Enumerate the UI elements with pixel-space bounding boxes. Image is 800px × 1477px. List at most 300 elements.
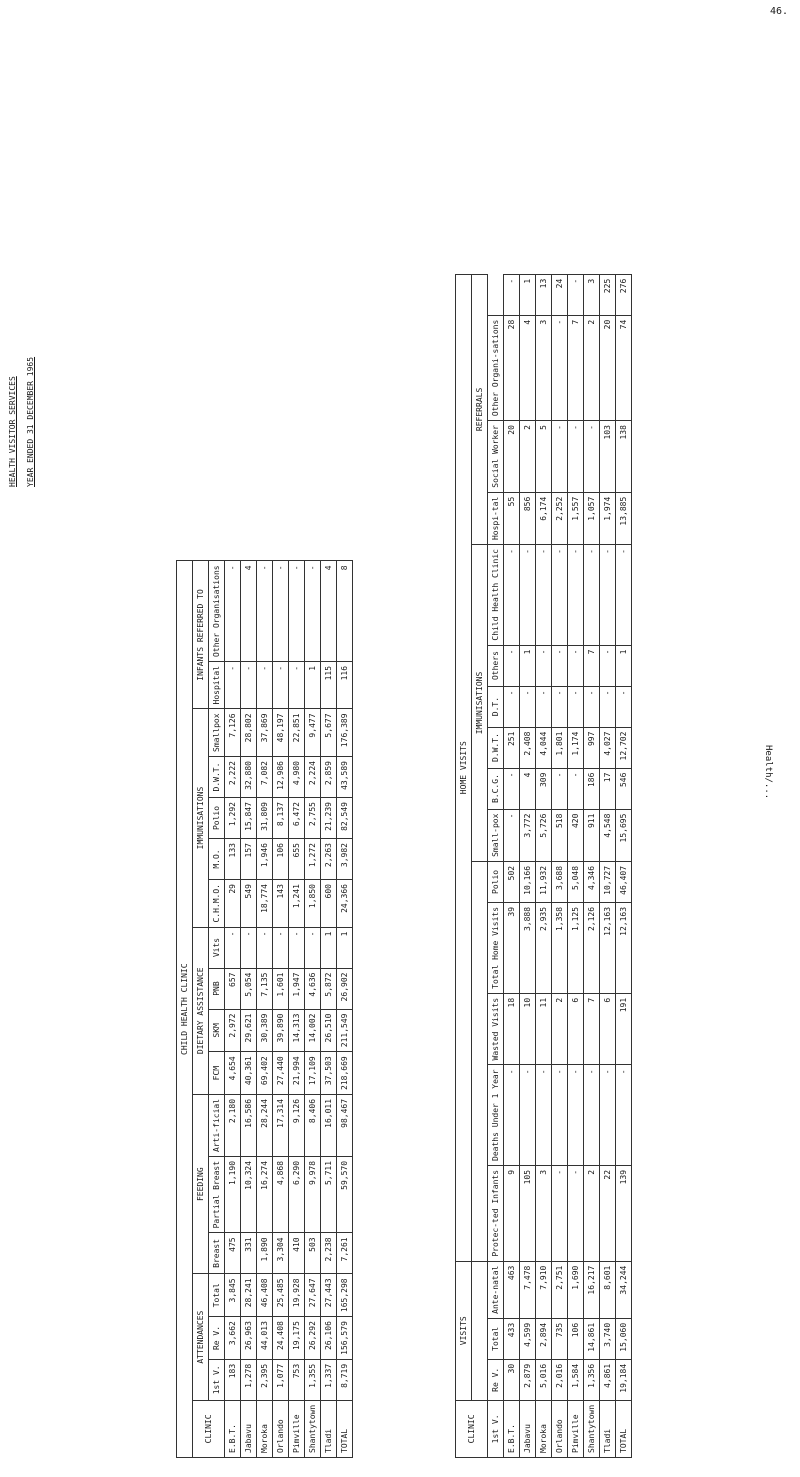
table-cell: 1 bbox=[305, 661, 321, 709]
column-header-polio: Polio bbox=[209, 798, 225, 839]
table-cell: 29 bbox=[225, 880, 241, 928]
clinic-name: Pimville bbox=[289, 1400, 305, 1457]
table-cell: 5,048 bbox=[568, 861, 584, 902]
clinic-name: Tladi bbox=[321, 1400, 337, 1457]
column-header-other-organisations: Other Organisations bbox=[209, 561, 225, 662]
clinic-name: Moroka bbox=[536, 1400, 552, 1457]
table-cell: 420 bbox=[568, 809, 584, 861]
table-cell: 3,845 bbox=[225, 1274, 241, 1317]
table-cell: 11,932 bbox=[536, 861, 552, 902]
table-cell: 12,163 bbox=[600, 902, 616, 993]
table-cell: 39,890 bbox=[273, 1009, 289, 1052]
table-cell: 20 bbox=[600, 315, 616, 420]
table-cell: 28,244 bbox=[257, 1094, 273, 1156]
table-cell: 46,408 bbox=[257, 1274, 273, 1317]
table-cell: 37,503 bbox=[321, 1052, 337, 1095]
table-body bbox=[225, 561, 353, 1458]
table-cell: 2 bbox=[584, 315, 600, 420]
table-cell: 1 bbox=[321, 927, 337, 968]
table-cell: - bbox=[568, 686, 584, 727]
table-cell: 17 bbox=[600, 768, 616, 809]
table-cell: 18 bbox=[504, 993, 520, 1065]
table-row bbox=[568, 274, 584, 1457]
total-cell: 165,298 bbox=[337, 1274, 353, 1317]
table-cell: - bbox=[552, 1065, 568, 1166]
table-cell: 7,126 bbox=[225, 709, 241, 757]
table-cell: 3,740 bbox=[600, 1318, 616, 1359]
table-row bbox=[552, 274, 568, 1457]
table-cell: 28 bbox=[504, 315, 520, 420]
clinic-name: E.B.T. bbox=[225, 1400, 241, 1457]
table-cell: 29,621 bbox=[241, 1009, 257, 1052]
table-cell: 3 bbox=[536, 315, 552, 420]
table-cell: 4,599 bbox=[520, 1318, 536, 1359]
table-cell: 186 bbox=[584, 768, 600, 809]
table-cell: - bbox=[289, 561, 305, 662]
total-cell: 116 bbox=[337, 661, 353, 709]
table-cell: 1,292 bbox=[225, 798, 241, 839]
total-cell: 24,366 bbox=[337, 880, 353, 928]
table-cell: 20 bbox=[504, 421, 520, 493]
table-cell: 856 bbox=[520, 492, 536, 544]
table-cell: - bbox=[568, 545, 584, 646]
table-cell: 2,126 bbox=[584, 902, 600, 993]
total-cell: 15,695 bbox=[616, 809, 632, 861]
table-cell: 518 bbox=[552, 809, 568, 861]
table-cell: 10,324 bbox=[241, 1156, 257, 1232]
table-cell: 10,166 bbox=[520, 861, 536, 902]
total-cell: - bbox=[616, 1065, 632, 1166]
table-cell: 11 bbox=[536, 993, 552, 1065]
clinic-name: Tladi bbox=[600, 1400, 616, 1457]
column-header-re-v: Re V. bbox=[488, 1359, 504, 1400]
column-header-smallpox: Smallpox bbox=[209, 709, 225, 757]
table-cell: - bbox=[552, 686, 568, 727]
home-visits-table bbox=[455, 274, 632, 1458]
table-cell: 5,711 bbox=[321, 1156, 337, 1232]
total-cell: 7,261 bbox=[337, 1233, 353, 1274]
table-cell: 735 bbox=[552, 1318, 568, 1359]
table-cell: 503 bbox=[305, 1233, 321, 1274]
table-cell: 16,274 bbox=[257, 1156, 273, 1232]
table-cell: - bbox=[305, 927, 321, 968]
table-cell: 6 bbox=[600, 993, 616, 1065]
table-cell: 1,974 bbox=[600, 492, 616, 544]
table-cell: 2,894 bbox=[536, 1318, 552, 1359]
table-cell: 40,361 bbox=[241, 1052, 257, 1095]
total-cell: 34,244 bbox=[616, 1261, 632, 1318]
table-cell: 21,239 bbox=[321, 798, 337, 839]
clinic-name: Shantytown bbox=[584, 1400, 600, 1457]
table-cell: - bbox=[504, 809, 520, 861]
total-cell: 82,549 bbox=[337, 798, 353, 839]
column-header-total: Total bbox=[209, 1274, 225, 1317]
column-header-deaths-under-1-year: Deaths Under 1 Year bbox=[488, 1065, 504, 1166]
group-header-home-visits: HOME VISITS bbox=[456, 274, 472, 1261]
table-cell: - bbox=[552, 421, 568, 493]
table-row bbox=[225, 561, 241, 1458]
table-cell: 1,890 bbox=[257, 1233, 273, 1274]
table-cell: 502 bbox=[504, 861, 520, 902]
table-cell: 1,241 bbox=[289, 880, 305, 928]
table-cell: 753 bbox=[289, 1359, 305, 1400]
table-row bbox=[520, 274, 536, 1457]
table-cell: 911 bbox=[584, 809, 600, 861]
table-cell: 4 bbox=[241, 561, 257, 662]
column-header-row bbox=[488, 274, 504, 1457]
column-header-fcm: FCM bbox=[209, 1052, 225, 1095]
table-cell: 3,688 bbox=[552, 861, 568, 902]
column-header-polio: Polio bbox=[488, 861, 504, 902]
home-visits-table-wrapper bbox=[455, 274, 632, 1458]
clinic-name: E.B.T. bbox=[504, 1400, 520, 1457]
total-cell: 46,407 bbox=[616, 861, 632, 902]
table-cell: 1,190 bbox=[225, 1156, 241, 1232]
table-cell: - bbox=[584, 1065, 600, 1166]
column-header-wasted-visits: Wasted Visits bbox=[488, 993, 504, 1065]
table-cell: 8,137 bbox=[273, 798, 289, 839]
table-cell: 1,850 bbox=[305, 880, 321, 928]
table-cell: - bbox=[273, 661, 289, 709]
table-cell: 48,197 bbox=[273, 709, 289, 757]
table-cell: 157 bbox=[241, 839, 257, 880]
table-cell: 5,726 bbox=[536, 809, 552, 861]
table-cell: 1,557 bbox=[568, 492, 584, 544]
total-cell: - bbox=[616, 545, 632, 646]
total-cell: 98,467 bbox=[337, 1094, 353, 1156]
table-cell: 309 bbox=[536, 768, 552, 809]
table-heading: CHILD HEALTH CLINIC bbox=[177, 561, 193, 1458]
table-cell: 1,946 bbox=[257, 839, 273, 880]
table-cell: 2,755 bbox=[305, 798, 321, 839]
table-cell: 44,013 bbox=[257, 1317, 273, 1360]
title-line-2: YEAR ENDED 31 DECEMBER 1965 bbox=[26, 356, 35, 487]
total-cell: 1 bbox=[616, 645, 632, 686]
column-header-pnb: PNB bbox=[209, 968, 225, 1009]
table-cell: - bbox=[289, 661, 305, 709]
column-header-d-w-t: D.W.T. bbox=[488, 727, 504, 768]
table-cell: 9,978 bbox=[305, 1156, 321, 1232]
table-cell: 55 bbox=[504, 492, 520, 544]
column-header-re-v: Re V. bbox=[209, 1317, 225, 1360]
table-cell: 9,126 bbox=[289, 1094, 305, 1156]
table-cell: 2 bbox=[552, 993, 568, 1065]
table-cell: 4,868 bbox=[273, 1156, 289, 1232]
table-row bbox=[289, 561, 305, 1458]
total-cell: - bbox=[616, 686, 632, 727]
table-cell: 8,601 bbox=[600, 1261, 616, 1318]
group-header-clinic: CLINIC bbox=[193, 1400, 225, 1457]
table-cell: 2,859 bbox=[321, 757, 337, 798]
total-cell: 191 bbox=[616, 993, 632, 1065]
table-cell: 2,252 bbox=[552, 492, 568, 544]
table-cell: 600 bbox=[321, 880, 337, 928]
table-cell: 2,879 bbox=[520, 1359, 536, 1400]
table-cell: - bbox=[552, 315, 568, 420]
table-cell: 2 bbox=[520, 421, 536, 493]
table-cell: 27,647 bbox=[305, 1274, 321, 1317]
table-cell: - bbox=[568, 768, 584, 809]
table-cell: 1,356 bbox=[584, 1359, 600, 1400]
column-header-m-o: M.O. bbox=[209, 839, 225, 880]
table-cell: 28,241 bbox=[241, 1274, 257, 1317]
table-cell: - bbox=[257, 561, 273, 662]
table-cell: 1 bbox=[520, 274, 536, 315]
table-cell: 21,994 bbox=[289, 1052, 305, 1095]
table-cell: 5 bbox=[536, 421, 552, 493]
table-cell: 16,011 bbox=[321, 1094, 337, 1156]
table-cell: 26,963 bbox=[241, 1317, 257, 1360]
table-cell: 4,044 bbox=[536, 727, 552, 768]
table-cell: - bbox=[504, 686, 520, 727]
total-label: TOTAL bbox=[337, 1400, 353, 1457]
table-cell: - bbox=[225, 661, 241, 709]
table-cell: - bbox=[536, 645, 552, 686]
table-cell: - bbox=[568, 274, 584, 315]
table-cell: 106 bbox=[273, 839, 289, 880]
group-header-referrals: REFERRALS bbox=[472, 274, 488, 544]
table-cell: 24 bbox=[552, 274, 568, 315]
table-cell: 10,727 bbox=[600, 861, 616, 902]
table-cell: 133 bbox=[225, 839, 241, 880]
total-cell: 138 bbox=[616, 421, 632, 493]
table-cell: 657 bbox=[225, 968, 241, 1009]
table-cell: 26,292 bbox=[305, 1317, 321, 1360]
table-cell: 1,358 bbox=[552, 902, 568, 993]
table-cell: - bbox=[584, 686, 600, 727]
table-cell: - bbox=[257, 661, 273, 709]
total-cell: 19,184 bbox=[616, 1359, 632, 1400]
column-header-child-health-clinic: Child Health Clinic bbox=[488, 545, 504, 646]
column-header-1st-v: 1st V. bbox=[488, 1400, 504, 1457]
table-cell: 7 bbox=[584, 645, 600, 686]
table-cell: 3,304 bbox=[273, 1233, 289, 1274]
table-cell: - bbox=[552, 1165, 568, 1261]
table-cell: - bbox=[289, 927, 305, 968]
table-cell: - bbox=[600, 645, 616, 686]
table-cell: - bbox=[600, 545, 616, 646]
table-cell: 17,314 bbox=[273, 1094, 289, 1156]
total-cell: 218,669 bbox=[337, 1052, 353, 1095]
table-cell: 7,478 bbox=[520, 1261, 536, 1318]
total-cell: 3,982 bbox=[337, 839, 353, 880]
table-cell: 3 bbox=[584, 274, 600, 315]
table-cell: 1,272 bbox=[305, 839, 321, 880]
total-cell: 26,902 bbox=[337, 968, 353, 1009]
table-cell: 4,980 bbox=[289, 757, 305, 798]
table-cell: 225 bbox=[600, 274, 616, 315]
column-header-total: Total bbox=[488, 1318, 504, 1359]
column-header-d-w-t: D.W.T. bbox=[209, 757, 225, 798]
total-cell: 156,579 bbox=[337, 1317, 353, 1360]
table-cell: 16,586 bbox=[241, 1094, 257, 1156]
table-cell: 27,440 bbox=[273, 1052, 289, 1095]
table-row bbox=[600, 274, 616, 1457]
table-cell: 410 bbox=[289, 1233, 305, 1274]
table-cell: 7,910 bbox=[536, 1261, 552, 1318]
clinic-name: Orlando bbox=[273, 1400, 289, 1457]
group-header-visits: VISITS bbox=[456, 1261, 472, 1400]
table-cell: 5,016 bbox=[536, 1359, 552, 1400]
table-cell: 2,222 bbox=[225, 757, 241, 798]
table-cell: 475 bbox=[225, 1233, 241, 1274]
table-cell: 9 bbox=[504, 1165, 520, 1261]
table-cell: - bbox=[600, 686, 616, 727]
table-cell: 1,601 bbox=[273, 968, 289, 1009]
table-cell: 4,346 bbox=[584, 861, 600, 902]
total-cell: 176,389 bbox=[337, 709, 353, 757]
table-cell: 1,584 bbox=[568, 1359, 584, 1400]
table-cell: 4,027 bbox=[600, 727, 616, 768]
table-cell: 13 bbox=[536, 274, 552, 315]
table-cell: 2,935 bbox=[536, 902, 552, 993]
table-cell: 6,174 bbox=[536, 492, 552, 544]
table-cell: 105 bbox=[520, 1165, 536, 1261]
column-header-hospital: Hospital bbox=[209, 661, 225, 709]
column-header-small-pox: Small-pox bbox=[488, 809, 504, 861]
table-cell: 3 bbox=[536, 1165, 552, 1261]
running-head: Health/... bbox=[763, 745, 773, 800]
table-cell: 6,290 bbox=[289, 1156, 305, 1232]
table-cell: 655 bbox=[289, 839, 305, 880]
column-header-arti-ficial: Arti-ficial bbox=[209, 1094, 225, 1156]
table-cell: 19,928 bbox=[289, 1274, 305, 1317]
group-header-infants-referred-to: INFANTS REFERRED TO bbox=[193, 561, 209, 709]
table-cell: - bbox=[225, 927, 241, 968]
table-cell: - bbox=[568, 421, 584, 493]
table-cell: - bbox=[568, 645, 584, 686]
table-cell: 1,057 bbox=[584, 492, 600, 544]
table-cell: 4,654 bbox=[225, 1052, 241, 1095]
table-cell: 6,472 bbox=[289, 798, 305, 839]
total-cell: 43,589 bbox=[337, 757, 353, 798]
table-cell: - bbox=[584, 421, 600, 493]
table-row bbox=[257, 561, 273, 1458]
table-cell: 331 bbox=[241, 1233, 257, 1274]
table-cell: - bbox=[305, 561, 321, 662]
table-cell: - bbox=[273, 927, 289, 968]
table-cell: 12,986 bbox=[273, 757, 289, 798]
total-label: TOTAL bbox=[616, 1400, 632, 1457]
clinic-name: Moroka bbox=[257, 1400, 273, 1457]
table-cell: - bbox=[568, 1065, 584, 1166]
table-cell: 433 bbox=[504, 1318, 520, 1359]
clinic-name: Orlando bbox=[552, 1400, 568, 1457]
table-cell: 4 bbox=[321, 561, 337, 662]
table-cell: 30 bbox=[504, 1359, 520, 1400]
table-cell: 2,408 bbox=[520, 727, 536, 768]
total-cell: 8 bbox=[337, 561, 353, 662]
table-cell: 8,406 bbox=[305, 1094, 321, 1156]
table-cell: 30,389 bbox=[257, 1009, 273, 1052]
table-cell: - bbox=[536, 545, 552, 646]
group-header-clinic: CLINIC bbox=[456, 1400, 488, 1457]
column-header-breast: Breast bbox=[209, 1233, 225, 1274]
table-cell: - bbox=[504, 545, 520, 646]
table-cell: 3,888 bbox=[520, 902, 536, 993]
table-cell: 183 bbox=[225, 1359, 241, 1400]
table-cell: - bbox=[552, 645, 568, 686]
table-cell: 1,355 bbox=[305, 1359, 321, 1400]
column-header-vits: Vits bbox=[209, 927, 225, 968]
table-cell: 2,016 bbox=[552, 1359, 568, 1400]
table-cell: - bbox=[520, 545, 536, 646]
table-cell: 39 bbox=[504, 902, 520, 993]
column-header-b-c-g: B.C.G. bbox=[488, 768, 504, 809]
table-cell: 4 bbox=[520, 315, 536, 420]
group-header-dietary-assistance: DIETARY ASSISTANCE bbox=[193, 927, 209, 1094]
table-cell: 26,106 bbox=[321, 1317, 337, 1360]
table-cell: 2,395 bbox=[257, 1359, 273, 1400]
table-cell: - bbox=[552, 768, 568, 809]
spacer-visits bbox=[472, 1261, 488, 1400]
clinic-name: Shantytown bbox=[305, 1400, 321, 1457]
table-cell: - bbox=[520, 1065, 536, 1166]
table-row bbox=[273, 561, 289, 1458]
clinic-name: Jabavu bbox=[241, 1400, 257, 1457]
group-header-feeding: FEEDING bbox=[193, 1094, 209, 1273]
column-header-ante-natal: Ante-natal bbox=[488, 1261, 504, 1318]
table-row bbox=[241, 561, 257, 1458]
table-cell: - bbox=[536, 1065, 552, 1166]
total-cell: 8,719 bbox=[337, 1359, 353, 1400]
table-cell: 31,809 bbox=[257, 798, 273, 839]
table-row bbox=[504, 274, 520, 1457]
table-cell: 9,477 bbox=[305, 709, 321, 757]
table-cell: 2,972 bbox=[225, 1009, 241, 1052]
table-cell: 27,443 bbox=[321, 1274, 337, 1317]
column-header-other-organi-sations: Other Organi-sations bbox=[488, 315, 504, 420]
column-header-social-worker: Social Worker bbox=[488, 421, 504, 493]
total-cell: 276 bbox=[616, 274, 632, 315]
table-cell: 24,408 bbox=[273, 1317, 289, 1360]
table-cell: - bbox=[568, 1165, 584, 1261]
table-cell: - bbox=[504, 645, 520, 686]
clinic-name: Jabavu bbox=[520, 1400, 536, 1457]
table-row bbox=[321, 561, 337, 1458]
table-cell: 4,548 bbox=[600, 809, 616, 861]
total-cell: 12,702 bbox=[616, 727, 632, 768]
total-cell: 12,163 bbox=[616, 902, 632, 993]
table-cell: 1,174 bbox=[568, 727, 584, 768]
table-cell: 14,861 bbox=[584, 1318, 600, 1359]
total-cell: 546 bbox=[616, 768, 632, 809]
group-header-immunisations: IMMUNISATIONS bbox=[193, 709, 209, 927]
table-cell: - bbox=[584, 545, 600, 646]
table-cell: - bbox=[241, 927, 257, 968]
table-cell: - bbox=[536, 686, 552, 727]
total-cell: 211,549 bbox=[337, 1009, 353, 1052]
table-cell: 2,224 bbox=[305, 757, 321, 798]
table-cell: 7,082 bbox=[257, 757, 273, 798]
title-line-1: HEALTH VISITOR SERVICES bbox=[8, 376, 17, 487]
table-cell: 1 bbox=[520, 645, 536, 686]
table-cell: 1,801 bbox=[552, 727, 568, 768]
table-cell: 5,677 bbox=[321, 709, 337, 757]
table-cell: 7 bbox=[568, 315, 584, 420]
table-cell: 2 bbox=[584, 1165, 600, 1261]
table-cell: 18,774 bbox=[257, 880, 273, 928]
total-cell: 74 bbox=[616, 315, 632, 420]
table-row bbox=[305, 561, 321, 1458]
table-cell: - bbox=[225, 561, 241, 662]
table-cell: 14,313 bbox=[289, 1009, 305, 1052]
table-cell: 7,135 bbox=[257, 968, 273, 1009]
column-header-row bbox=[209, 561, 225, 1458]
column-header-partial-breast: Partial Breast bbox=[209, 1156, 225, 1232]
spacer-home bbox=[472, 861, 488, 1261]
group-header-attendances: ATTENDANCES bbox=[193, 1274, 209, 1400]
